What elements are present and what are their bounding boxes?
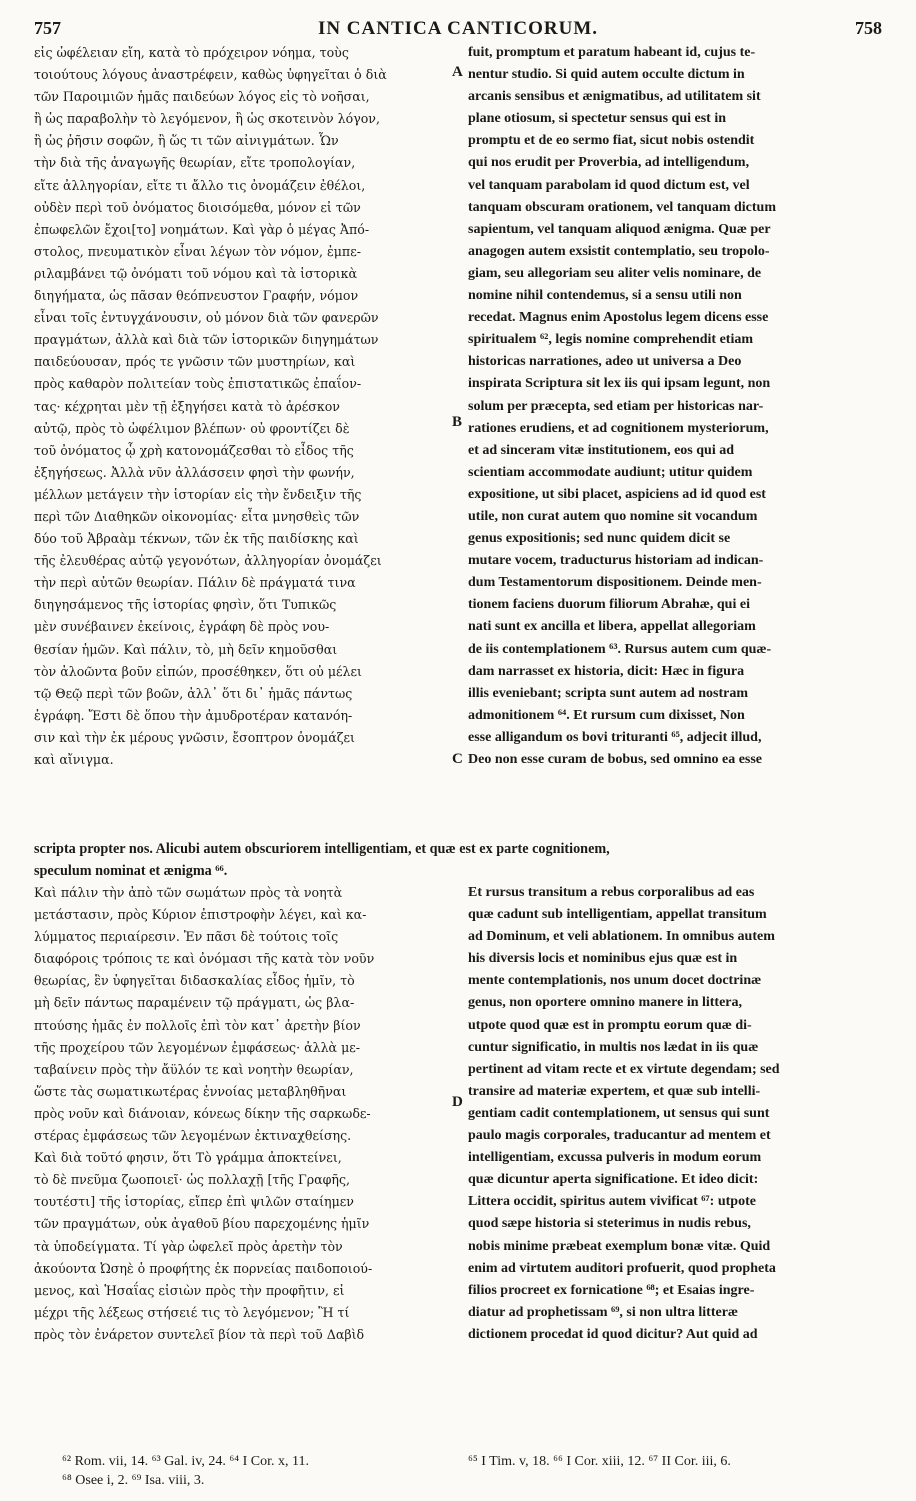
latin-text-line: scientiam accommodate audiunt; utitur quidem	[468, 464, 753, 480]
greek-text-line: τοῦ ὀνόματος ᾧ χρὴ κατονομάζεσθαι τὸ εἶδος τῆς	[34, 442, 354, 458]
greek-text-line: πτούσης ἡμᾶς ἐν πολλοῖς ἐπὶ τὸν κατ᾽ ἀρετὴν βίον	[34, 1017, 361, 1033]
greek-text-line: τῆς προχείρου τῶν λεγομένων ἐμφάσεως· ἀλλὰ με-	[34, 1039, 361, 1055]
greek-text-line: τὴν διὰ τῆς ἀναγωγῆς θεωρίαν, εἴτε τροπολογίαν,	[34, 155, 356, 171]
greek-text-line: ἢ ὡς παραβολὴν τὸ λεγόμενον, ἢ ὡς σκοτεινὸν λόγον,	[34, 111, 380, 127]
latin-text-line: Littera occidit, spiritus autem vivificat ⁶⁷: utpote	[468, 1194, 756, 1210]
latin-text-line: gentiam cadit contemplationem, ut sensus qui sunt	[468, 1105, 770, 1121]
latin-text-line: illis eveniebant; scripta sunt autem ad nostram	[468, 685, 748, 701]
greek-text-line: μενος, καὶ Ἡσαΐας εἰσιὼν πρὸς τὴν προφῆτιν, εἰ	[34, 1282, 345, 1298]
latin-text-line: his diversis locis et nominibus ejus quæ est in	[468, 951, 738, 967]
latin-text-line: genus, non oportere omnino manere in littera,	[468, 995, 743, 1011]
latin-text-line: nomine nihil contendemus, si a sensu utili non	[468, 288, 742, 304]
greek-text-line: αὐτῷ, πρὸς τὸ ὠφέλιμον βλέπων· οὐ φροντίζει δὲ	[34, 420, 350, 436]
latin-text-line: giam, seu allegoriam seu aliter velis nominare, de	[468, 265, 762, 281]
greek-text-line: Καὶ διὰ τοῦτό φησιν, ὅτι Τὸ γράμμα ἀποκτείνει,	[34, 1150, 342, 1166]
latin-text-line: anagogen autem exsistit contemplatio, seu tropolo-	[468, 243, 770, 259]
latin-text-line: dum Testamentorum dispositionem. Deinde men-	[468, 575, 762, 591]
latin-text-line: nentur studio. Si quid autem occulte dictum in	[468, 67, 745, 83]
latin-text-line: mente contemplationis, nos unum docet doctrinæ	[468, 973, 762, 989]
latin-text-line: dictionem procedat id quod dicitur? Aut quid ad	[468, 1326, 758, 1342]
greek-text-line: διαφόροις τρόποις τε καὶ ὀνόμασι τῆς κατὰ τὸν νοῦν	[34, 951, 375, 967]
latin-text-line: Deo non esse curam de bobus, sed omnino ea esse	[468, 752, 763, 767]
latin-text-line: genus expositionis; sed nunc quidem dicit se	[468, 531, 731, 547]
latin-text-line: quod sæpe historia si steterimus in nudis rebus,	[468, 1216, 751, 1232]
latin-text-line: vel tanquam parabolam id quod dictum est, vel	[468, 177, 750, 193]
greek-text-line: καὶ αἴνιγμα.	[34, 752, 114, 767]
latin-text-line: speculum nominat et ænigma ⁶⁶.	[34, 863, 228, 879]
greek-text-line: τῶν Παροιμιῶν ἡμᾶς παιδεύων λόγος εἰς τὸ νοῆσαι,	[34, 89, 370, 105]
greek-text-line: λύμματος περιαίρεσιν. Ἐν πᾶσι δὲ τούτοις τοῖς	[34, 929, 339, 945]
latin-text-line: quæ cadunt sub intelligentiam, appellat transitum	[468, 907, 767, 923]
greek-text-line: θεωρίας, ἓν ὑφηγεῖται διδασκαλίας εἶδος ἡμῖν, τὸ	[34, 973, 355, 989]
greek-text-line: τας· κέχρηται μὲν τῇ ἐξηγήσει κατὰ τὸ ἀρέσκον	[34, 398, 340, 414]
greek-text-line: εἶναι τοῖς ἐντυγχάνουσιν, οὐ μόνον διὰ τῶν φανερῶν	[34, 310, 379, 326]
latin-text-line: dam narrasset ex historia, dicit: Hæc in figura	[468, 663, 745, 679]
greek-text-line: οὐδὲν περὶ τοῦ ὀνόματος διοισόμεθα, μόνον εἰ τῶν	[34, 199, 361, 215]
greek-text-line: ἀκούοντα Ὠσηὲ ὁ προφήτης ἐκ πορνείας παιδοποιού-	[34, 1260, 373, 1276]
greek-text-line: θεσίαν ἡμῶν. Καὶ πάλιν, τὸ, μὴ δεῖν κημοῦσθαι	[34, 641, 338, 657]
greek-text-line: ὥστε τὰς σωματικωτέρας ἐννοίας μεταβληθῆναι	[34, 1083, 347, 1099]
latin-text-line: scripta propter nos. Alicubi autem obscuriorem intelligentiam, et quæ est ex parte cognitionem,	[34, 841, 610, 857]
latin-text-line: filios procreet ex fornicatione ⁶⁸; et Esaias ingre-	[468, 1282, 755, 1298]
latin-text-line: plane otiosum, si spectetur sensus qui est in	[468, 111, 727, 127]
greek-text-line: εἰς ὠφέλειαν εἴη, κατὰ τὸ πρόχειρον νόημα, τοὺς	[34, 45, 349, 60]
greek-text-line: ἐπωφελῶν ἔχοι[το] νοημάτων. Καὶ γὰρ ὁ μέγας Ἀπό-	[34, 221, 370, 237]
latin-text-line: utpote quod quæ est in promptu eorum quæ di-	[468, 1017, 752, 1033]
latin-text-line: tionem faciens duorum filiorum Abrahæ, qui ei	[468, 597, 750, 613]
greek-text-line: στολος, πνευματικὸν εἶναι λέγων τὸν νόμον, ἐμπε-	[34, 243, 361, 259]
footnote-line: ⁶² Rom. vii, 14. ⁶³ Gal. iv, 24. ⁶⁴ I Cor. x, 11.	[62, 1454, 309, 1469]
greek-text-line: δύο τοῦ Ἀβραὰμ τέκνων, τῶν ἐκ τῆς παιδίσκης καὶ	[34, 531, 359, 547]
greek-text-line: στέρας ἐμφάσεως τῶν λεγομένων ἐκτιναχθείσης.	[34, 1128, 352, 1144]
margin-letter-a: A	[452, 64, 463, 80]
greek-text-line: ἐγράφη. Ἔστι δὲ ὅπου τὴν ἀμυδροτέραν κατανόη-	[34, 707, 353, 723]
greek-text-line: τῆς ἐλευθέρας αὐτῷ γεγονότων, ἀλληγορίαν ὀνομάζει	[34, 553, 382, 569]
greek-text-line: πρὸς καθαρὸν πολιτείαν τοὺς ἐπιστατικῶς ἐπαΐον-	[34, 376, 362, 392]
latin-text-line: rationes erudiens, et ad cognitionem mysteriorum,	[468, 420, 769, 436]
latin-text-line: sapientum, vel tanquam aliquod ænigma. Quæ per	[468, 221, 771, 237]
latin-text-line: diatur ad prophetissam ⁶⁹, si non ultra litteræ	[468, 1304, 739, 1320]
greek-text-line: μέλλων μετάγειν τὴν ἱστορίαν εἰς τὴν ἔνδειξιν τῆς	[34, 486, 362, 502]
latin-text-line: historicas narrationes, adeo ut universa a Deo	[468, 354, 742, 370]
greek-text-line: τῷ Θεῷ περὶ τῶν βοῶν, ἀλλ᾽ ὅτι δι᾽ ἡμᾶς πάντως	[34, 685, 353, 701]
greek-text-line: διηγήματα, ὡς πᾶσαν θεόπνευστον Γραφήν, νόμον	[34, 288, 359, 304]
latin-text-line: recedat. Magnus enim Apostolus legem dicens esse	[468, 310, 769, 326]
greek-column-upper	[34, 42, 450, 771]
latin-text-line: inspirata Scriptura sit lex iis qui ipsam legunt, non	[468, 376, 771, 392]
greek-text-line: τὰ ὑποδείγματα. Τί γὰρ ὠφελεῖ πρὸς ἀρετὴν τὸν	[34, 1238, 343, 1254]
greek-text-line: τὴν περὶ αὐτῶν θεωρίαν. Πάλιν δὲ πράγματά τινα	[34, 575, 356, 591]
greek-text-line: διηγησάμενος τῆς ἱστορίας φησὶν, ὅτι Τυπικῶς	[34, 597, 337, 613]
margin-letter-c: C	[452, 751, 463, 767]
latin-text-line: enim ad virtutem auditori profuerit, quod propheta	[468, 1260, 776, 1276]
latin-text-line: nati sunt ex ancilla et libera, appellat allegoriam	[468, 619, 756, 635]
margin-letter-d: D	[452, 1094, 463, 1110]
greek-text-line: πραγμάτων, ἀλλὰ καὶ διὰ τῶν ἱστορικῶν διηγημάτων	[34, 332, 379, 348]
latin-text-line: admonitionem ⁶⁴. Et rursum cum dixisset, Non	[468, 707, 745, 723]
latin-text-line: nobis minime præbeat exemplum bonæ vitæ. Quid	[468, 1238, 771, 1254]
page-number-left: 757	[34, 18, 61, 38]
latin-column-lower	[468, 882, 882, 1346]
latin-text-line: de iis contemplationem ⁶³. Rursus autem cum quæ-	[468, 641, 772, 657]
latin-text-line: mutare vocem, traducturus historiam ad indican-	[468, 553, 764, 569]
greek-text-line: τῶν πραγμάτων, οὐκ ἀγαθοῦ βίου παρεχομένης ἡμῖν	[34, 1216, 370, 1232]
greek-text-line: ταβαίνειν πρὸς τὴν ἄϋλόν τε καὶ νοητὴν θεωρίαν,	[34, 1061, 354, 1077]
latin-text-line: solum per præcepta, sed etiam per historicas nar-	[468, 398, 764, 414]
latin-text-line: spiritualem ⁶², legis nomine comprehendit etiam	[468, 332, 754, 348]
margin-letter-b: B	[452, 414, 463, 430]
greek-text-line: περὶ τῶν Διαθηκῶν οἰκονομίας· εἶτα μνησθεὶς τῶν	[34, 508, 360, 524]
latin-text-line: transire ad materiæ expertem, et quæ sub intelli-	[468, 1083, 761, 1099]
page-title: IN CANTICA CANTICORUM.	[317, 18, 599, 39]
greek-text-line: ἢ ὡς ῥῆσιν σοφῶν, ἢ ὥς τι τῶν αἰνιγμάτων. Ὧν	[34, 133, 339, 149]
page-number-right: 758	[855, 18, 882, 38]
greek-text-line: τοιούτους λόγους ἀναστρέφειν, καθὼς ὑφηγεῖται ὁ διὰ	[34, 67, 387, 83]
latin-text-line: arcanis sensibus et ænigmatibus, ad utilitatem sit	[468, 89, 761, 105]
latin-text-line: qui nos erudit per Proverbia, ad intelligendum,	[468, 155, 750, 171]
greek-text-line: μὲν συνέβαινεν ἐκείνοις, ἐγράφη δὲ πρὸς νου-	[34, 619, 330, 635]
greek-text-line: τὸ δὲ πνεῦμα ζωοποιεῖ· ὡς πολλαχῇ [τῆς Γραφῆς,	[34, 1172, 351, 1188]
latin-text-line: promptu et de eo sermo fiat, sicut nobis ostendit	[468, 133, 755, 149]
latin-text-line: expositione, ut sibi placet, aspiciens ad id quod est	[468, 486, 766, 502]
latin-text-line: pertinent ad vitam recte et ex virtute degendam; sed	[468, 1061, 780, 1077]
greek-text-line: μετάστασιν, πρὸς Κύριον ἐπιστροφὴν λέγει, καὶ κα-	[34, 907, 367, 923]
greek-text-line: ἐξηγήσεως. Ἀλλὰ νῦν ἀλλάσσειν φησὶ τὴν φωνήν,	[34, 464, 355, 480]
greek-text-line: πρὸς νοῦν καὶ διάνοιαν, κόνεως δίκην τῆς σαρκωδε-	[34, 1105, 371, 1121]
greek-text-line: μὴ δεῖν πάντως παραμένειν τῷ πράγματι, ὡς βλα-	[34, 995, 355, 1011]
greek-text-line: τουτέστι] τῆς ἱστορίας, εἴπερ ἐπὶ ψιλῶν σταίημεν	[34, 1194, 354, 1210]
greek-text-line: Καὶ πάλιν τὴν ἀπὸ τῶν σωμάτων πρὸς τὰ νοητὰ	[34, 885, 343, 900]
latin-text-line: quæ dicuntur aperta significatione. Et ideo dicit:	[468, 1172, 759, 1188]
latin-text-line: cuntur significatio, in multis nos lædat in iis quæ	[468, 1039, 759, 1055]
latin-text-line: ad Dominum, et veli ablationem. In omnibus autem	[468, 929, 775, 945]
footnotes-left	[62, 1452, 309, 1490]
latin-text-line: fuit, promptum et paratum habeant id, cujus te-	[468, 45, 756, 60]
bridge-text	[34, 838, 882, 882]
greek-text-line: μέχρι τῆς λέξεως στήσειέ τις τὸ λεγόμενον; Ἢ τί	[34, 1304, 350, 1320]
greek-text-line: τὸν ἀλοῶντα βοῦν εἰπών, προσέθηκεν, ὅτι οὐ μέλει	[34, 663, 362, 679]
footnote-line: ⁶⁸ Osee i, 2. ⁶⁹ Isa. viii, 3.	[62, 1473, 205, 1488]
footnotes-right: ⁶⁵ I Tim. v, 18. ⁶⁶ I Cor. xiii, 12. ⁶⁷ II Cor. iii, 6.	[468, 1454, 731, 1469]
latin-text-line: utile, non curat autem quo nomine sit vocandum	[468, 508, 758, 524]
latin-text-line: et ad sinceram vitæ institutionem, eos qui ad	[468, 442, 734, 458]
latin-text-line: paulo magis corporales, traducantur ad mentem et	[468, 1128, 771, 1144]
latin-text-line: Et rursus transitum a rebus corporalibus ad eas	[468, 885, 755, 900]
latin-text-line: tanquam obscuram orationem, vel tanquam dictum	[468, 199, 777, 215]
latin-text-line: esse alligandum os bovi trituranti ⁶⁵, adjecit illud,	[468, 729, 762, 745]
latin-column-upper	[468, 42, 882, 771]
greek-text-line: παιδεύουσαν, πρός τε γνῶσιν τῶν μυστηρίων, καὶ	[34, 354, 356, 370]
greek-column-lower	[34, 882, 450, 1346]
greek-text-line: ριλαμβάνει τῷ ὀνόματι τοῦ νόμου καὶ τὰ ἱστορικὰ	[34, 265, 358, 281]
greek-text-line: πρὸς τὸν ἐνάρετον συντελεῖ βίον τὰ περὶ τοῦ Δαβὶδ	[34, 1326, 365, 1342]
latin-text-line: intelligentiam, excussa pulveris in modum eorum	[468, 1150, 762, 1166]
greek-text-line: σιν καὶ τὴν ἐκ μέρους γνῶσιν, ἔσοπτρον ὀνομάζει	[34, 729, 355, 745]
greek-text-line: εἴτε ἀλληγορίαν, εἴτε τι ἄλλο τις ὀνομάζειν ἐθέλοι,	[34, 177, 366, 193]
